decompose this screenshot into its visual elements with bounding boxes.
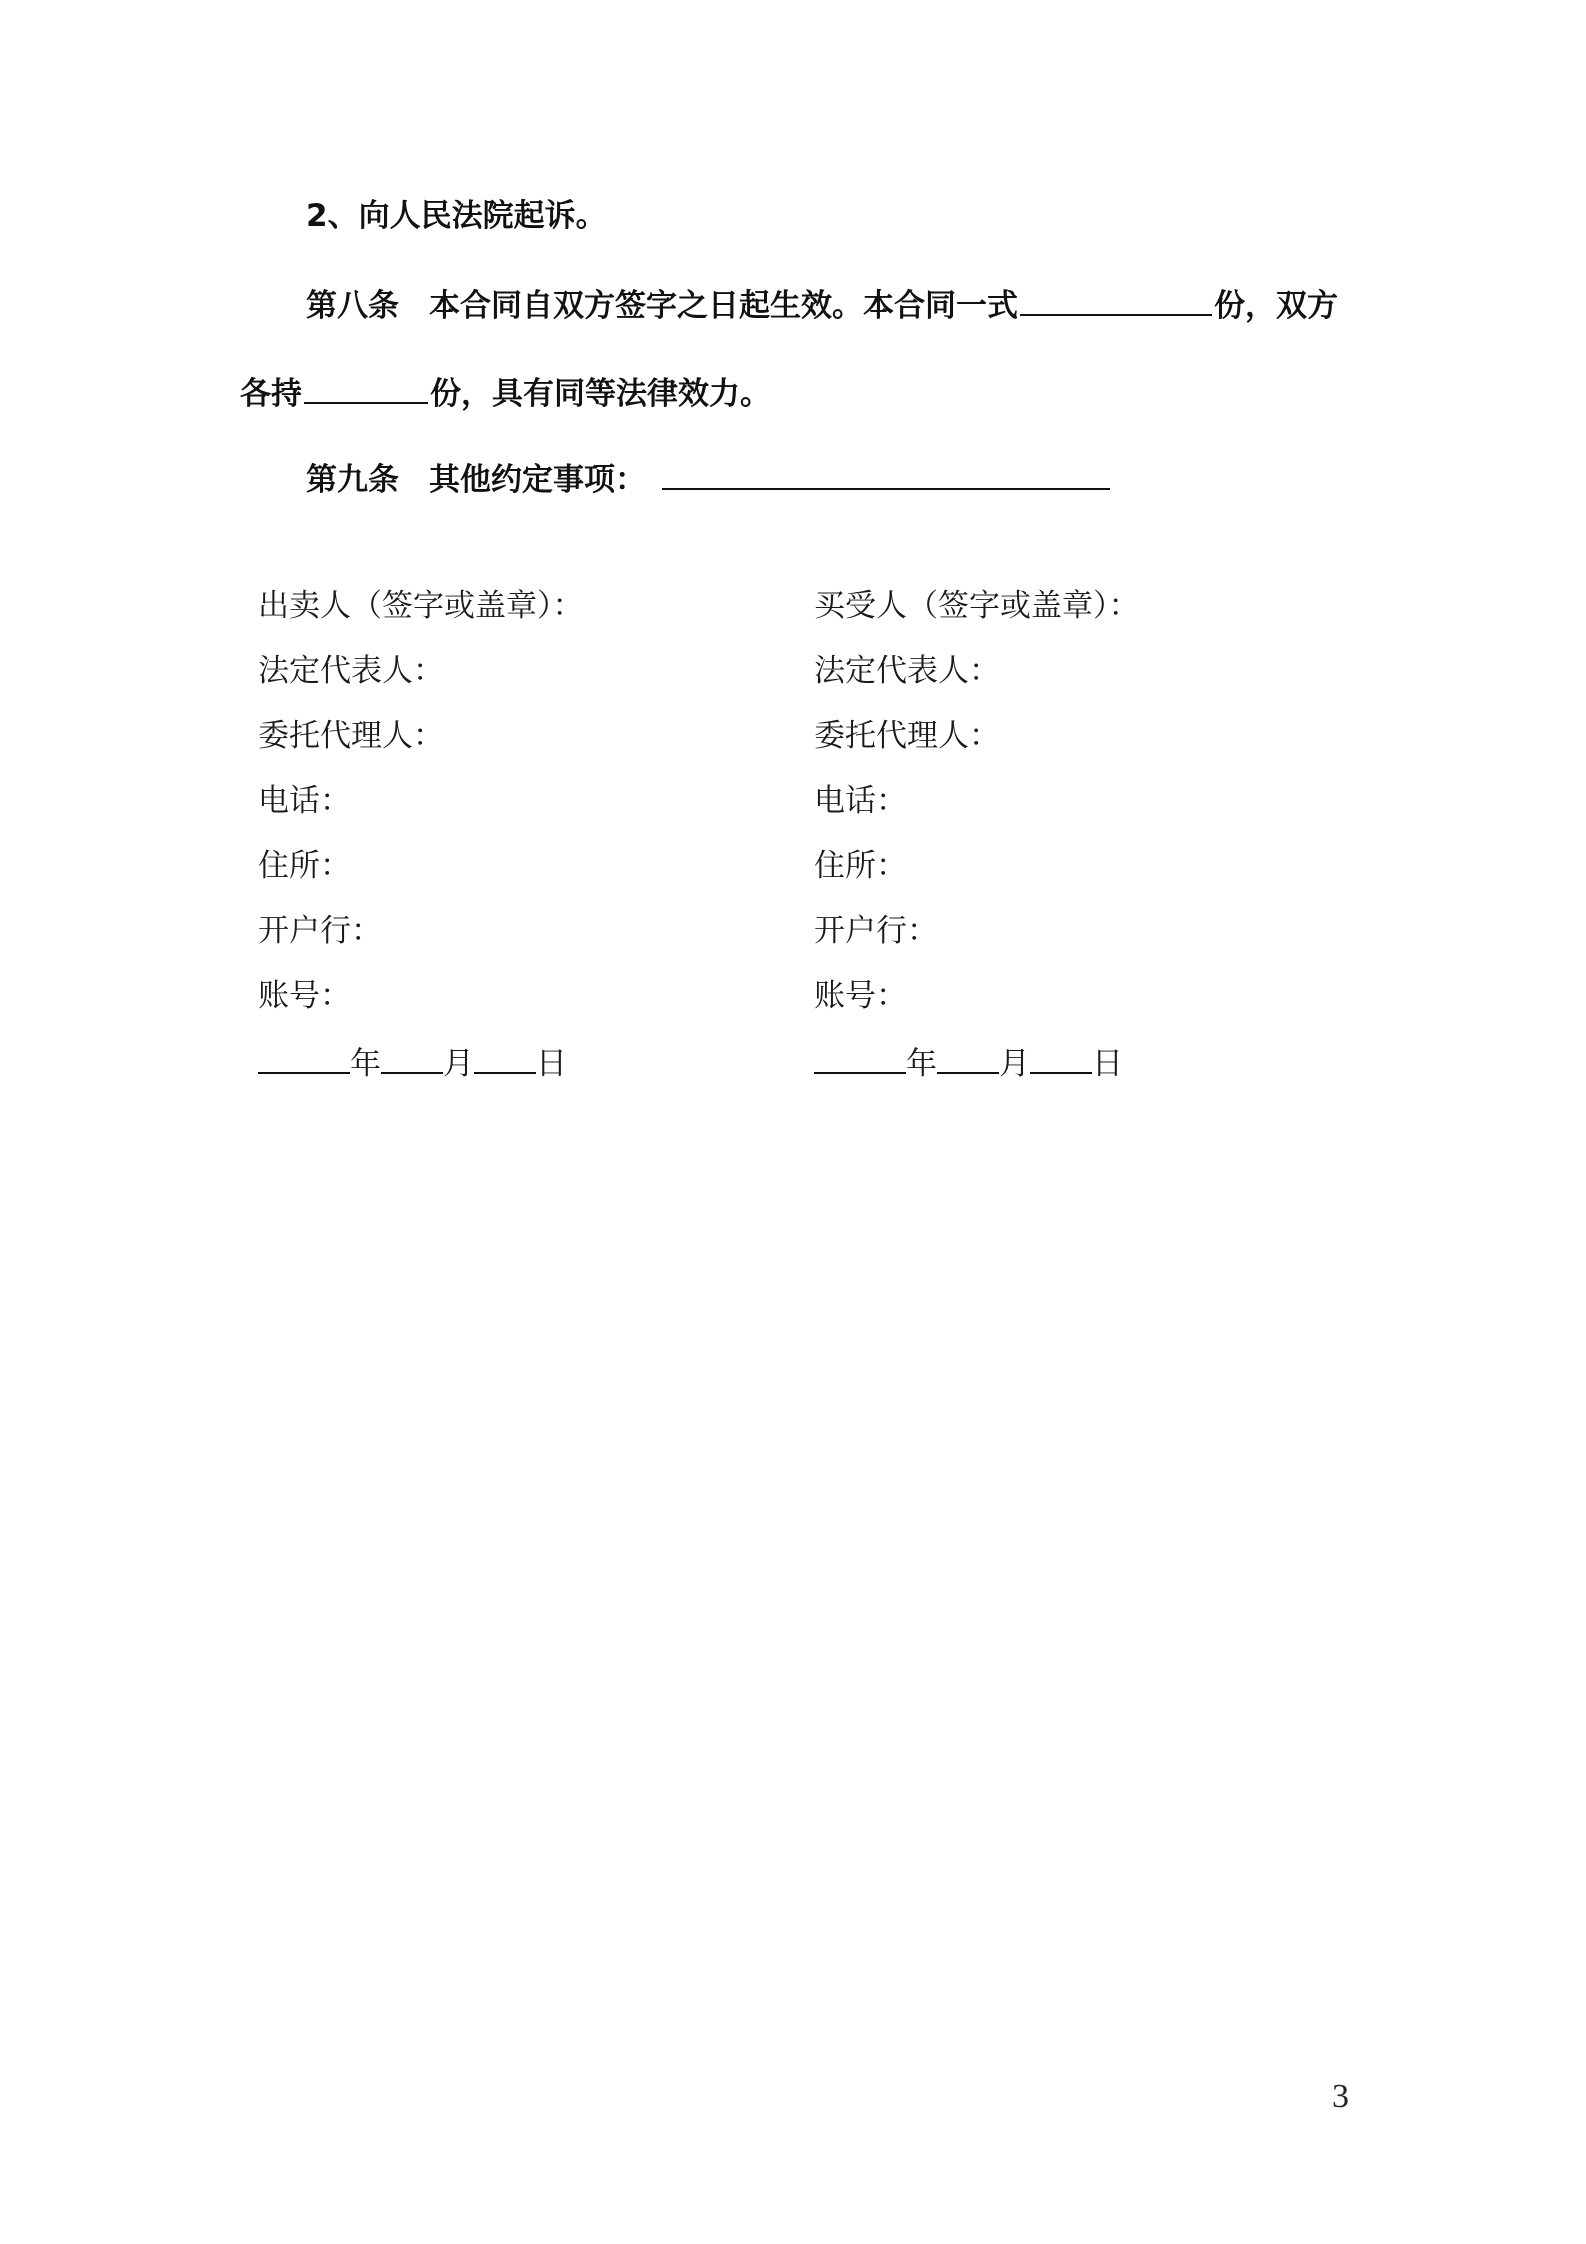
buyer-date xyxy=(814,1042,1123,1084)
buyer-day-label: 日 xyxy=(1092,1046,1123,1082)
seller-year-blank[interactable] xyxy=(258,1042,350,1074)
buyer-year-label: 年 xyxy=(906,1046,937,1082)
copies-each-blank[interactable] xyxy=(304,372,428,404)
page-number: 3 xyxy=(1332,2078,1349,2115)
article-8-text-part1: 本合同自双方签字之日起生效。本合同一式 xyxy=(429,288,1018,324)
article-9-line xyxy=(306,458,1112,500)
seller-legal-rep: 法定代表人： xyxy=(258,653,444,689)
article-9-text: 其他约定事项： xyxy=(429,462,646,498)
seller-month-blank[interactable] xyxy=(381,1042,443,1074)
buyer-month-label: 月 xyxy=(999,1046,1030,1082)
buyer-bank: 开户行： xyxy=(814,913,938,949)
seller-bank: 开户行： xyxy=(258,913,382,949)
article-8-text-part3: 各持 xyxy=(240,376,302,412)
buyer-phone: 电话： xyxy=(814,783,907,819)
seller-date xyxy=(258,1042,567,1084)
buyer-title: 买受人（签字或盖章）： xyxy=(814,588,1140,624)
seller-year-label: 年 xyxy=(350,1046,381,1082)
seller-day-blank[interactable] xyxy=(474,1042,536,1074)
buyer-year-blank[interactable] xyxy=(814,1042,906,1074)
seller-address: 住所： xyxy=(258,848,351,884)
buyer-account: 账号： xyxy=(814,978,907,1014)
buyer-day-blank[interactable] xyxy=(1030,1042,1092,1074)
article-8-line-2 xyxy=(240,372,771,414)
article-8-heading: 第八条 xyxy=(306,288,399,324)
clause-item-2 xyxy=(306,196,607,236)
other-terms-blank[interactable] xyxy=(662,458,1110,490)
copies-total-blank[interactable] xyxy=(1020,284,1212,316)
seller-agent: 委托代理人： xyxy=(258,718,444,754)
seller-phone: 电话： xyxy=(258,783,351,819)
seller-month-label: 月 xyxy=(443,1046,474,1082)
buyer-agent: 委托代理人： xyxy=(814,718,1000,754)
buyer-address: 住所： xyxy=(814,848,907,884)
article-8-line-1 xyxy=(306,284,1338,326)
article-9-heading: 第九条 xyxy=(306,462,399,498)
seller-day-label: 日 xyxy=(536,1046,567,1082)
seller-title: 出卖人（签字或盖章）： xyxy=(258,588,584,624)
buyer-legal-rep: 法定代表人： xyxy=(814,653,1000,689)
seller-account: 账号： xyxy=(258,978,351,1014)
article-8-text-part2: 份，双方 xyxy=(1214,288,1338,324)
article-8-text-part4: 份，具有同等法律效力。 xyxy=(430,376,771,412)
buyer-month-blank[interactable] xyxy=(937,1042,999,1074)
clause-item-2-text: 2、向人民法院起诉。 xyxy=(306,198,607,234)
